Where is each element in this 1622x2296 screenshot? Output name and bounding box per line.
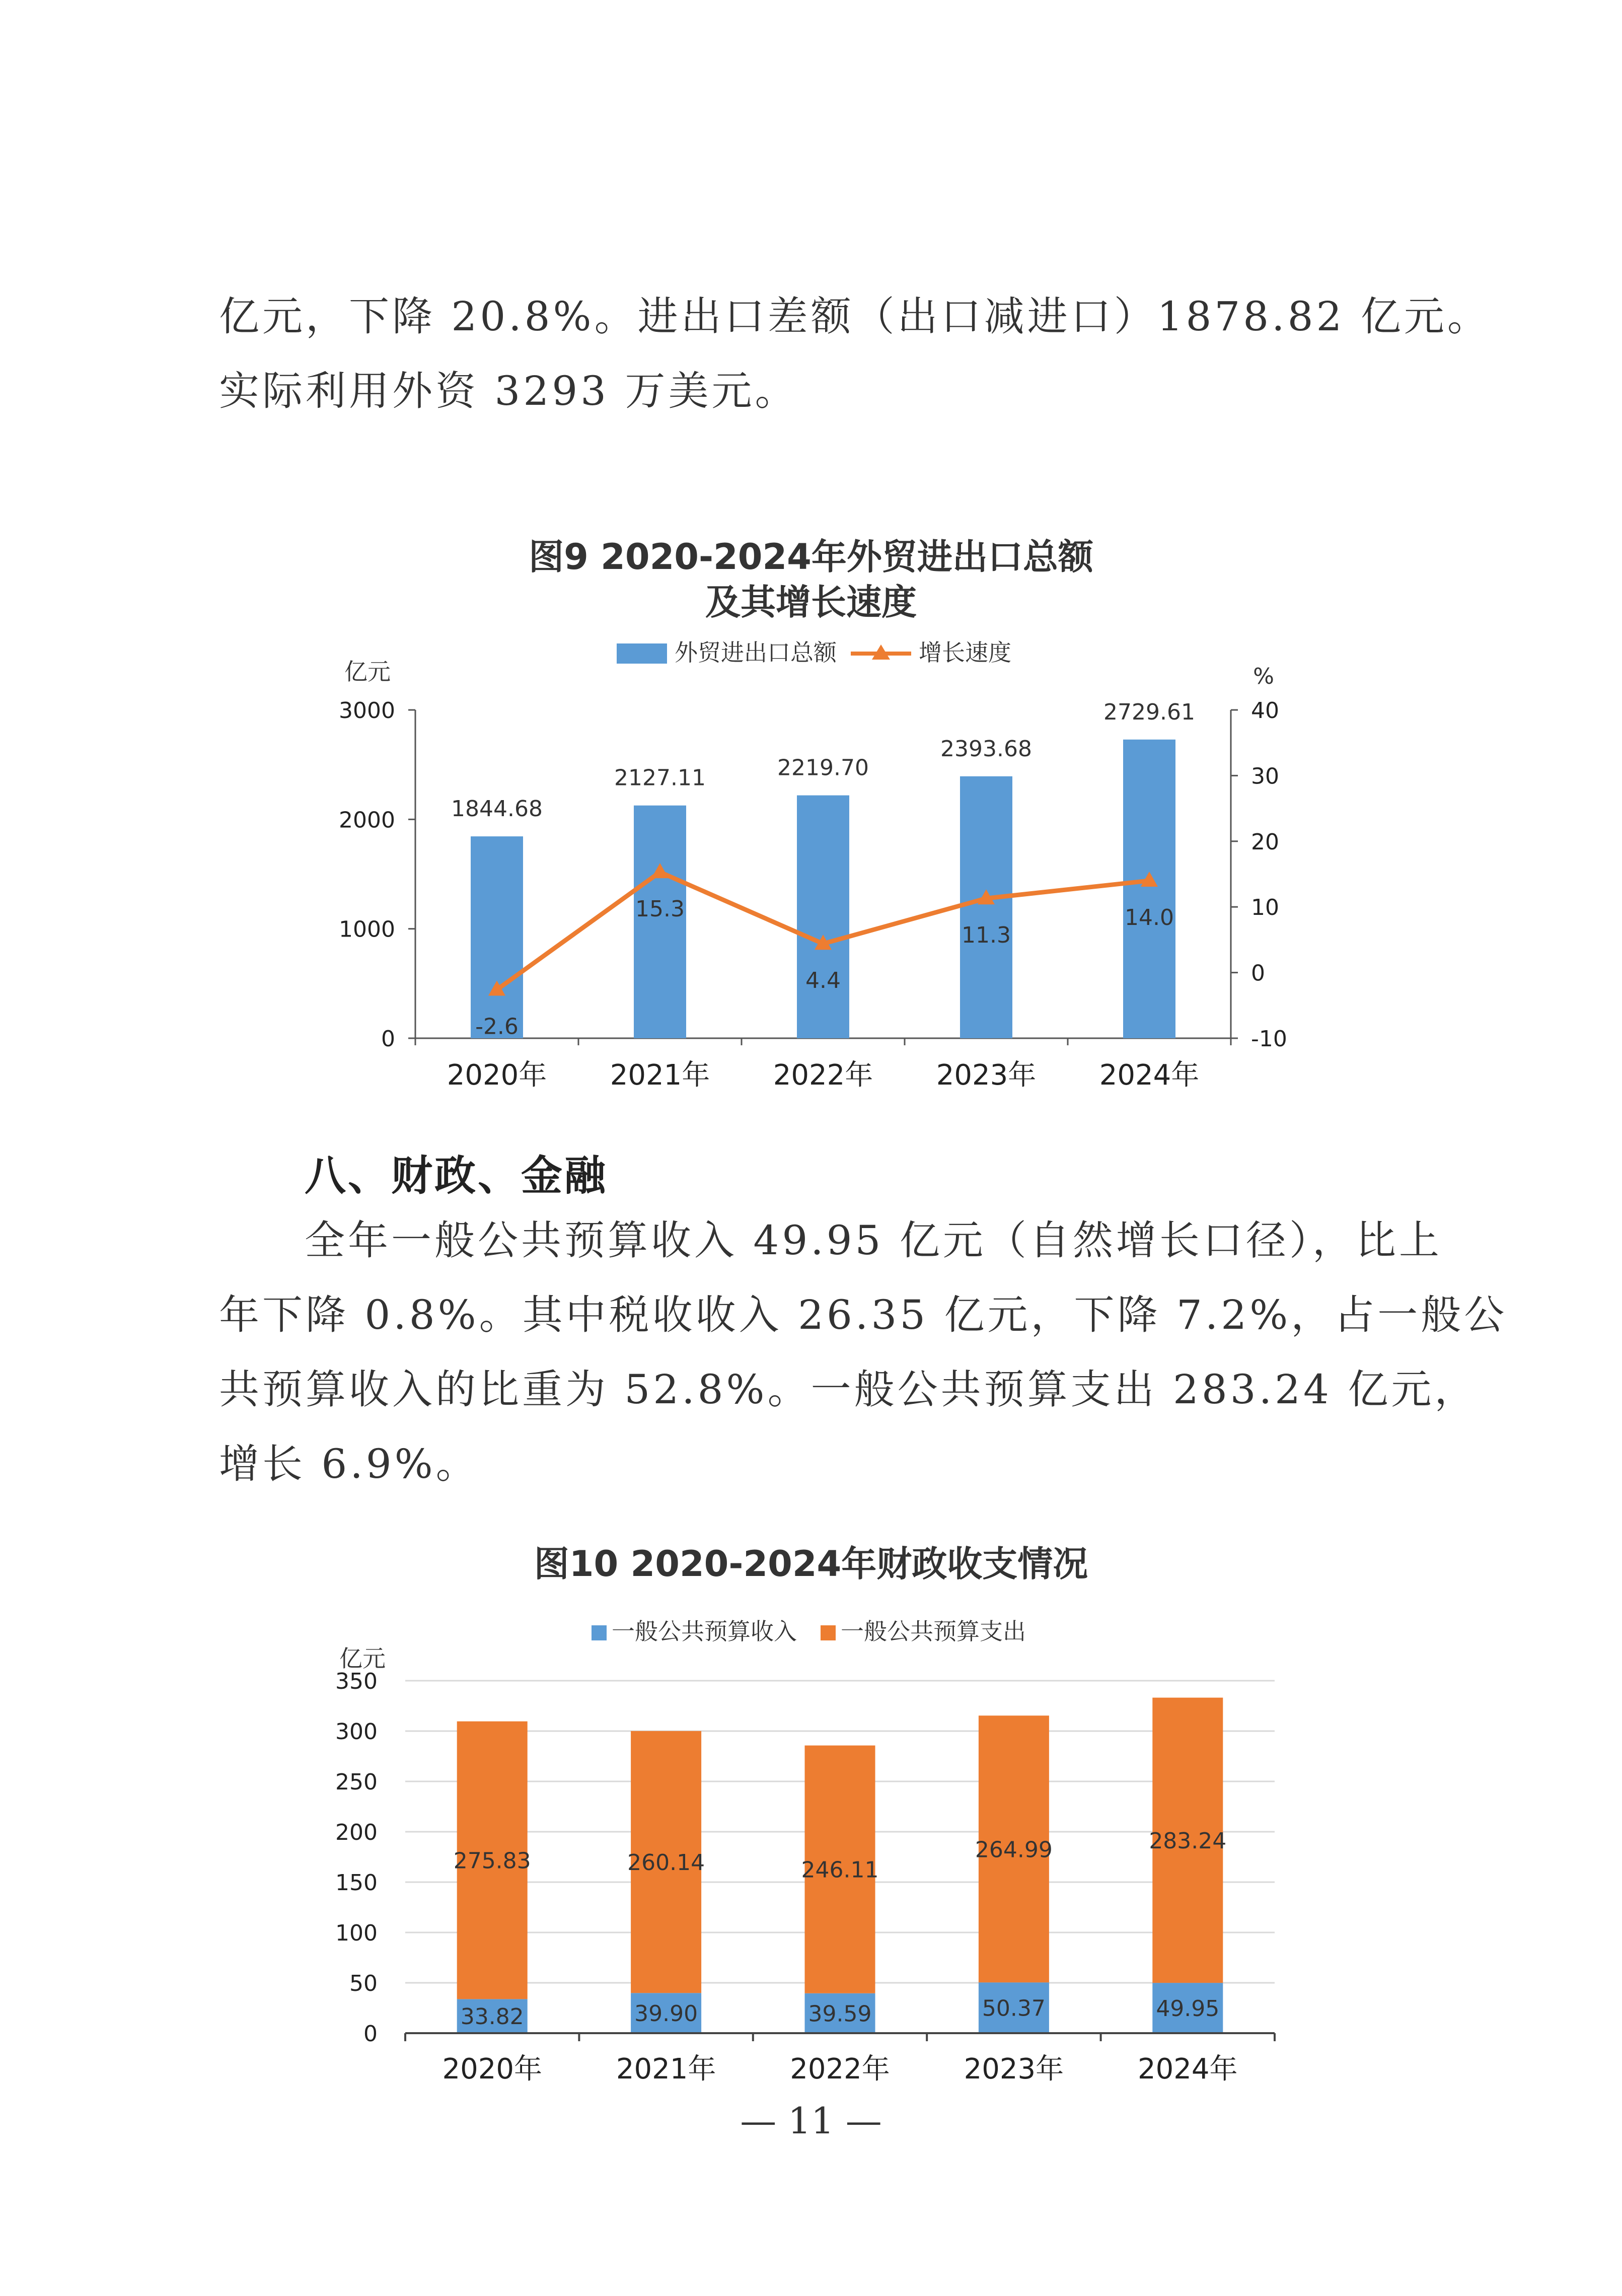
line-value-label: 14.0 <box>1125 905 1174 931</box>
bar-value-label: 2393.68 <box>940 736 1032 762</box>
legend-swatch-bar <box>617 643 667 664</box>
chart-title-line1: 图9 2020-2024年外贸进出口总额 <box>529 536 1093 578</box>
text-line: 年下降 0.8%。其中税收收入 26.35 亿元，下降 7.2%，占一般公 <box>219 1292 1508 1338</box>
y-right-tick: 10 <box>1251 895 1279 921</box>
y-tick: 0 <box>363 2021 378 2047</box>
line-value-label: 4.4 <box>805 968 841 994</box>
expense-value-label: 246.11 <box>801 1857 879 1883</box>
x-category-labels <box>442 2053 1237 2086</box>
section-heading: 八、财政、金融 <box>305 1152 608 1200</box>
y-tick-labels <box>335 1669 378 2047</box>
y-tick: 200 <box>335 1820 378 1845</box>
text-line: 增长 6.9%。 <box>219 1441 479 1487</box>
y-tick: 50 <box>349 1971 378 1996</box>
x-category-label: 2024年 <box>1138 2053 1238 2086</box>
y-left-tick: 3000 <box>339 698 395 724</box>
y-tick: 300 <box>335 1719 378 1745</box>
y-right-unit: % <box>1253 664 1274 689</box>
foreign-trade-chart-svg <box>0 524 1622 1118</box>
legend-label-income: 一般公共预算收入 <box>612 1618 797 1645</box>
expense-value-label: 283.24 <box>1149 1828 1227 1854</box>
text-line: 全年一般公共预算收入 49.95 亿元（自然增长口径），比上 <box>305 1217 1442 1264</box>
y-tick: 350 <box>335 1669 378 1694</box>
y-left-tick: 0 <box>381 1026 395 1052</box>
y-right-tick: 0 <box>1251 960 1265 986</box>
income-value-label: 39.59 <box>808 2001 872 2027</box>
legend-label-line: 增长速度 <box>919 639 1011 666</box>
bar <box>1123 740 1175 1038</box>
page-number: — 11 — <box>740 2100 882 2142</box>
y-right-tick: 20 <box>1251 829 1279 855</box>
y-tick: 100 <box>335 1920 378 1946</box>
expense-value-label: 275.83 <box>453 1848 531 1874</box>
chart-foreign-trade <box>0 524 1622 1118</box>
expense-value-label: 260.14 <box>627 1850 705 1876</box>
chart-title: 图10 2020-2024年财政收支情况 <box>534 1543 1088 1585</box>
bar-value-label: 2219.70 <box>777 755 869 781</box>
x-category-label: 2021年 <box>610 1059 710 1092</box>
x-category-label: 2023年 <box>936 1059 1037 1092</box>
expense-value-label: 264.99 <box>975 1837 1053 1863</box>
x-category-label: 2023年 <box>964 2053 1064 2086</box>
chart-axes <box>405 2033 1275 2041</box>
x-category-label: 2021年 <box>616 2053 716 2086</box>
y-left-tick: 2000 <box>339 807 395 833</box>
bar <box>471 836 523 1038</box>
legend-swatch-expense <box>821 1625 836 1640</box>
bar <box>960 776 1012 1038</box>
y-right-tick: -10 <box>1251 1026 1287 1052</box>
line-value-label: 15.3 <box>635 896 685 922</box>
x-category-label: 2022年 <box>790 2053 890 2086</box>
x-category-label: 2024年 <box>1099 1059 1200 1092</box>
y-right-tick: 40 <box>1251 698 1279 724</box>
line-value-label: -2.6 <box>475 1014 519 1040</box>
finance-paragraph <box>219 1203 1508 1501</box>
x-category-label: 2022年 <box>773 1059 873 1092</box>
y-right-tick: 30 <box>1251 763 1279 790</box>
income-value-label: 33.82 <box>460 2004 524 2030</box>
income-value-label: 49.95 <box>1156 1996 1220 2022</box>
line-value-label: 11.3 <box>962 922 1011 949</box>
legend-swatch-income <box>592 1625 607 1640</box>
bar-value-label: 2127.11 <box>614 765 706 791</box>
fiscal-chart-svg <box>0 1526 1622 2095</box>
x-category-labels <box>447 1059 1200 1092</box>
x-category-label: 2020年 <box>442 2053 542 2086</box>
text-line: 亿元，下降 20.8%。进出口差额（出口减进口）1878.82 亿元。 <box>219 293 1491 340</box>
income-value-label: 39.90 <box>634 2001 698 2027</box>
intro-paragraph <box>219 279 1491 428</box>
y-tick: 150 <box>335 1870 378 1896</box>
y-left-tick: 1000 <box>339 916 395 943</box>
x-category-label: 2020年 <box>447 1059 547 1092</box>
chart-fiscal <box>0 1526 1622 2095</box>
income-value-label: 50.37 <box>982 1995 1046 2022</box>
bar <box>797 796 849 1038</box>
legend-label-bar: 外贸进出口总额 <box>675 639 837 666</box>
legend-label-expense: 一般公共预算支出 <box>841 1618 1026 1645</box>
bar-value-label: 1844.68 <box>451 796 543 822</box>
y-unit: 亿元 <box>339 1645 386 1672</box>
bar-value-label: 2729.61 <box>1103 699 1195 725</box>
chart-title-line2: 及其增长速度 <box>705 582 917 623</box>
text-line: 共预算收入的比重为 52.8%。一般公共预算支出 283.24 亿元， <box>219 1366 1478 1413</box>
y-left-unit: 亿元 <box>344 658 391 685</box>
y-tick: 250 <box>335 1769 378 1795</box>
text-line: 实际利用外资 3293 万美元。 <box>219 368 798 414</box>
